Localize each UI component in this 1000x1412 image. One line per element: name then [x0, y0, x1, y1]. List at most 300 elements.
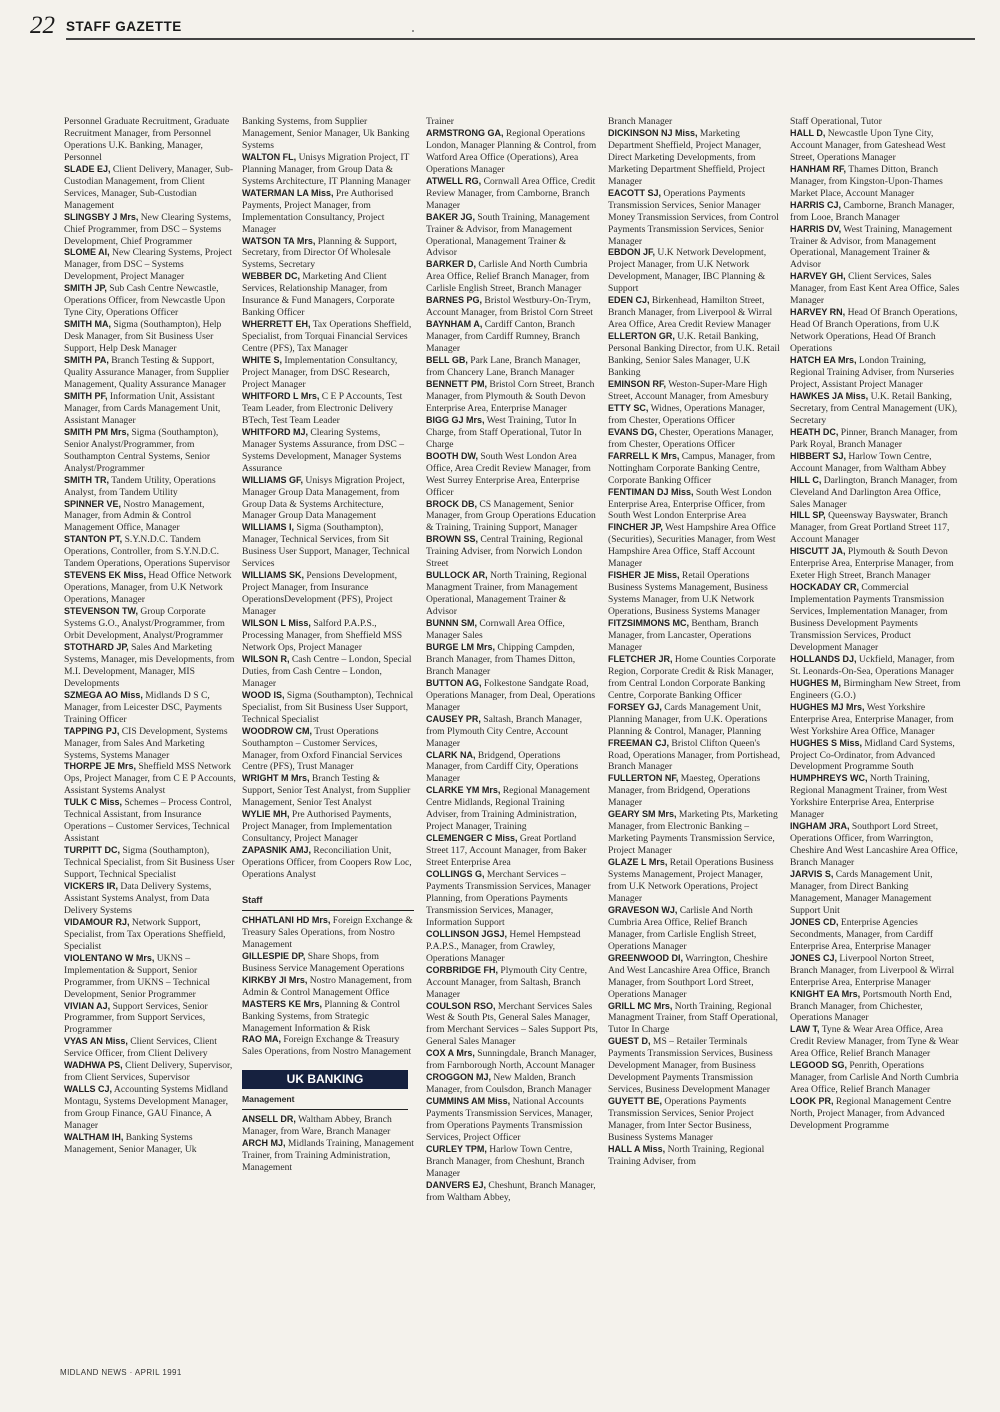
- subsection-heading-management: Management: [242, 1094, 408, 1110]
- entry-list: [242, 116, 414, 881]
- staff-entry: [426, 295, 598, 319]
- staff-entry: [64, 881, 236, 917]
- staff-details: Data Delivery Systems, Assistant Systems Analyst, from Data Delivery Systems: [64, 881, 212, 916]
- staff-entry: [64, 953, 236, 1001]
- staff-name: JONES CJ,: [790, 952, 838, 963]
- staff-details: Maesteg, Operations Manager, from Bridgend, Operations Manager: [608, 773, 761, 809]
- staff-name: BAYNHAM A,: [426, 319, 483, 330]
- staff-details: Pensions Development, Project Manager, from Insurance OperationsDevelopment (PFS), Project Manager: [242, 570, 397, 618]
- column-5: [790, 116, 962, 1346]
- staff-entry: [790, 702, 962, 738]
- staff-details: Nostro Management, from Admin & Control Management Office: [242, 974, 412, 998]
- entry-list: [242, 1114, 414, 1174]
- staff-entry: [426, 116, 598, 128]
- staff-entry: [64, 475, 236, 499]
- staff-entry: [64, 1036, 236, 1060]
- staff-details: Sigma (Southampton), Senior Analyst/Programmer, from Southampton Central Systems, Senior Analyst/Programmer: [64, 426, 219, 474]
- staff-details: Banking Systems Management, Senior Manager, Uk: [64, 1132, 197, 1155]
- staff-details: Regional Operations London, Manager Planning & Control, from Watford Area Office (Operations), Area Operations Manager: [426, 127, 597, 175]
- staff-details: Midlands D S C, Manager, from Leicester DSC, Payments Training Officer: [64, 689, 222, 725]
- staff-entry: [426, 965, 598, 1001]
- staff-entry: [608, 522, 780, 570]
- staff-entry: [242, 522, 414, 570]
- staff-details: U.K. Retail Banking, Secretary, from Central Management (UK), Secretary: [790, 390, 958, 426]
- staff-details: West Hampshire Area Office (Securities), Securities Manager, from West Hampshire Area Office, Staff Account Manager: [608, 522, 776, 570]
- staff-name: SMITH JP,: [64, 283, 107, 294]
- staff-name: HARRIS CJ,: [790, 199, 842, 210]
- staff-name: SLINGSBY J Mrs,: [64, 211, 139, 222]
- staff-details: Unisys Migration Project, IT Planning Manager, from Group Data & Systems Architecture, IT Planning Manager: [242, 151, 411, 187]
- staff-entry: [64, 534, 236, 570]
- staff-name: JONES CD,: [790, 916, 839, 927]
- staff-entry: [608, 1036, 780, 1096]
- staff-entry: [608, 331, 780, 379]
- staff-name: THORPE JE Mrs,: [64, 761, 137, 772]
- staff-name: HOLLANDS DJ,: [790, 653, 857, 664]
- staff-name: HANHAM RF,: [790, 163, 846, 174]
- staff-details: S.Y.N.D.C. Tandem Operations, Controller, from S.Y.N.D.C. Tandem Operations, Operations Supervisor: [64, 534, 231, 570]
- staff-entry: [64, 761, 236, 797]
- staff-name: COX A Mrs,: [426, 1048, 475, 1059]
- staff-details: Queensway Bayswater, Branch Manager, from Great Portland Street 117, Account Manager: [790, 510, 950, 546]
- staff-details: Plymouth & South Devon Enterprise Area, Enterprise Manager, from Exeter High Street, Branch Manager: [790, 546, 954, 582]
- staff-details: Bristol Clifton Queen's Road, Operations Manager, from Portishead, Branch Manager: [608, 737, 780, 773]
- staff-details: Planning & Support, Secretary, from Director Of Wholesale Systems, Secretary: [242, 235, 397, 271]
- staff-name: BELL GB,: [426, 355, 468, 366]
- staff-entry: [790, 1096, 962, 1132]
- staff-name: HEATH DC,: [790, 426, 839, 437]
- column-2: [242, 116, 414, 1346]
- staff-entry: [790, 869, 962, 917]
- staff-entry: [426, 570, 598, 618]
- staff-entry: [608, 403, 780, 427]
- staff-name: WOODROW CM,: [242, 725, 312, 736]
- staff-name: EVANS DG,: [608, 426, 657, 437]
- staff-details: Darlington, Branch Manager, from Cleveland And Darlington Area Office, Sales Manager: [790, 474, 958, 510]
- staff-name: WILLIAMS I,: [242, 522, 294, 533]
- staff-details: Harlow Town Centre, Branch Manager, from Cheshunt, Branch Manager: [426, 1143, 585, 1179]
- column-1: [64, 116, 236, 1346]
- staff-details: Trainer: [426, 116, 454, 127]
- staff-name: CURLEY TPM,: [426, 1143, 487, 1154]
- staff-details: South West London Area Office, Area Credit Review Manager, from West Surrey Enterprise Area, Enterprise Officer: [426, 450, 591, 498]
- staff-details: Salford P.A.P.S., Processing Manager, from Sheffield MSS Network Ops, Project Manager: [242, 618, 403, 653]
- staff-name: GUEST D,: [608, 1036, 651, 1047]
- staff-name: HARVEY GH,: [790, 271, 846, 282]
- staff-details: Sub Cash Centre Newcastle, Operations Officer, from Newcastle Upon Tyne City, Operations Officer: [64, 283, 226, 319]
- staff-entry: [242, 391, 414, 427]
- staff-name: VIVIAN AJ,: [64, 1000, 111, 1011]
- staff-details: Planning & Control Banking Systems, from Strategic Management Information & Risk: [242, 998, 401, 1034]
- staff-details: Head Office Network Operations, Manager, from U.K Network Operations, Manager: [64, 570, 232, 606]
- staff-name: WYLIE MH,: [242, 809, 290, 820]
- staff-entry: [242, 188, 414, 236]
- staff-details: Cards Management Unit, Manager, from Direct Banking Management, Manager Management Support Unit: [790, 869, 933, 916]
- staff-entry: [608, 738, 780, 774]
- staff-entry: [64, 247, 236, 283]
- staff-entry: [64, 164, 236, 212]
- staff-details: Campus, Manager, from Nottingham Corporate Banking Centre, Corporate Banking Officer: [608, 450, 776, 486]
- staff-entry: [242, 845, 414, 881]
- staff-entry: [426, 1048, 598, 1072]
- staff-entry: [426, 678, 598, 714]
- staff-details: Sigma (Southampton), Manager, Technical Services, from Sit Business User Support, Manager, Technical Services: [242, 522, 410, 570]
- staff-entry: [242, 618, 414, 654]
- staff-details: Widnes, Operations Manager, from Chester, Operations Officer: [608, 402, 765, 426]
- staff-entry: [64, 319, 236, 355]
- staff-details: Marketing And Client Services, Relationship Manager, from Insurance & Fund Managers, Corporate Banking Officer: [242, 271, 395, 319]
- staff-details: Liverpool Norton Street, Branch Manager, from Liverpool & Wirral Enterprise Area, Enterprise Manager: [790, 952, 955, 988]
- staff-entry: [426, 355, 598, 379]
- staff-name: HILL SP,: [790, 510, 826, 521]
- staff-entry: [790, 200, 962, 224]
- staff-entry: [242, 271, 414, 319]
- staff-entry: [242, 975, 414, 999]
- staff-entry: [790, 391, 962, 427]
- staff-entry: [790, 128, 962, 164]
- staff-name: RAO MA,: [242, 1034, 281, 1045]
- staff-name: BAKER JG,: [426, 211, 476, 222]
- staff-entry: [64, 1132, 236, 1156]
- staff-name: GRILL MC Mrs,: [608, 1000, 673, 1011]
- staff-name: TURPITT DC,: [64, 845, 120, 856]
- staff-name: ARCH MJ,: [242, 1138, 286, 1149]
- staff-entry: [426, 176, 598, 212]
- staff-entry: [64, 570, 236, 606]
- staff-details: Banking Systems, from Supplier Management, Senior Manager, Uk Banking Systems: [242, 116, 410, 151]
- staff-details: Pre Authorised Payments, Project Manager, from Implementation Consultancy, Project Manager: [242, 187, 394, 235]
- staff-name: FREEMAN CJ,: [608, 737, 670, 748]
- staff-name: CLARK NA,: [426, 749, 476, 760]
- staff-name: CAUSEY PR,: [426, 713, 481, 724]
- staff-details: Implementation Consultancy, Project Manager, from DSC Research, Project Manager: [242, 355, 398, 390]
- staff-name: LEGOOD SG,: [790, 1060, 848, 1071]
- staff-details: Accounting Systems Midland Montagu, Systems Development Manager, from Group Finance, GAU Finance, A Manager: [64, 1084, 229, 1132]
- staff-name: FARRELL K Mrs,: [608, 450, 680, 461]
- staff-name: GUYETT BE,: [608, 1096, 663, 1107]
- staff-details: Operations Payments Transmission Services, Senior Project Manager, from Inter Sector Business, Business Systems Manager: [608, 1096, 754, 1144]
- staff-details: Cheshunt, Branch Manager, from Waltham Abbey,: [426, 1179, 596, 1203]
- staff-name: WOOD IS,: [242, 689, 285, 700]
- staff-details: Cardiff Canton, Branch Manager, from Cardiff Rumney, Branch Manager: [426, 319, 580, 355]
- staff-details: Merchant Services – Payments Transmission Services, Manager Planning, from Operations Payments Transmission Services, Manager, Information Support: [426, 869, 591, 928]
- staff-details: U.K Network Development, Project Manager, from U.K Network Development, Manager, IBC Planning & Support: [608, 247, 767, 295]
- column-4: [608, 116, 780, 1346]
- staff-entry: [608, 1001, 780, 1037]
- staff-details: Retail Operations Business Systems Management, Project Manager, from U.K Network Operations, Project Manager: [608, 857, 774, 904]
- staff-name: MASTERS KE Mrs,: [242, 998, 323, 1009]
- staff-name: WILSON R,: [242, 653, 290, 664]
- staff-details: UKNS – Implementation & Support, Senior Programmer, from UKNS – Technical Development, Senior Programmer: [64, 952, 211, 1000]
- staff-details: Bristol Westbury-On-Trym, Account Manager, from Bristol Corn Street: [426, 295, 593, 319]
- staff-name: CROGGON MJ,: [426, 1072, 492, 1083]
- entry-list: [242, 915, 414, 1058]
- staff-details: Carlisle And North Cumbria Area Office, Relief Branch Manager, from Carlisle English Street, Operations Manager: [608, 904, 757, 952]
- staff-name: HILL C,: [790, 474, 822, 485]
- staff-name: EBDON JF,: [608, 247, 656, 258]
- staff-entry: [608, 451, 780, 487]
- staff-details: Tyne & Wear Area Office, Area Credit Review Manager, from Tyne & Wear Area Office, Relief Branch Manager: [790, 1024, 959, 1060]
- staff-entry: [426, 1180, 598, 1204]
- staff-entry: [608, 128, 780, 188]
- staff-details: Sheffield MSS Network Ops, Project Manager, from C E P Accounts, Assistant Systems Analyst: [64, 761, 236, 797]
- staff-entry: [242, 690, 414, 726]
- staff-entry: [64, 391, 236, 427]
- staff-name: EDEN CJ,: [608, 295, 650, 306]
- staff-entry: [790, 989, 962, 1025]
- staff-entry: [242, 319, 414, 355]
- staff-name: WHITFORD MJ,: [242, 426, 308, 437]
- staff-name: FULLERTON NF,: [608, 773, 679, 784]
- staff-entry: [608, 379, 780, 403]
- staff-details: Bristol Corn Street, Branch Manager, from Plymouth & South Devon Enterprise Area, Enterprise Manager: [426, 378, 595, 414]
- staff-name: BARKER D,: [426, 259, 477, 270]
- staff-details: Staff Operational, Tutor: [790, 116, 882, 127]
- staff-details: Branch Manager: [608, 116, 673, 127]
- staff-name: VIOLENTANO W Mrs,: [64, 952, 155, 963]
- staff-name: STEVENSON TW,: [64, 606, 139, 617]
- staff-name: SZMEGA AO Miss,: [64, 689, 143, 700]
- staff-details: Great Portland Street 117, Account Manager, from Baker Street Enterprise Area: [426, 833, 587, 869]
- staff-name: WRIGHT M Mrs,: [242, 773, 310, 784]
- staff-name: LAW T,: [790, 1024, 820, 1035]
- print-mark: [412, 30, 414, 32]
- staff-details: Regional Management Centre Midlands, Regional Training Adviser, from Training Administration, Project Manager, Training: [426, 785, 590, 833]
- staff-name: GRAVESON WJ,: [608, 904, 678, 915]
- staff-entry: [426, 1072, 598, 1096]
- staff-name: BIGG GJ Mrs,: [426, 414, 485, 425]
- staff-details: Share Shops, from Business Service Management Operations: [242, 950, 405, 974]
- entry-list: [608, 116, 780, 1168]
- staff-details: Branch Testing & Support, Quality Assurance Manager, from Supplier Management, Quality Assurance Manager: [64, 355, 230, 390]
- staff-details: Branch Testing & Support, Senior Test Analyst, from Supplier Management, Senior Test Analyst: [242, 773, 411, 809]
- staff-name: BUTTON AG,: [426, 677, 482, 688]
- staff-entry: [608, 857, 780, 905]
- staff-name: SLOME AI,: [64, 247, 110, 258]
- staff-details: Uckfield, Manager, from St. Leonards-On-Sea, Operations Manager: [790, 653, 955, 677]
- staff-entry: [426, 212, 598, 260]
- staff-name: HOCKADAY CR,: [790, 582, 860, 593]
- staff-name: KNIGHT EA Mrs,: [790, 988, 861, 999]
- staff-entry: [790, 917, 962, 953]
- staff-name: DICKINSON NJ Miss,: [608, 127, 698, 138]
- staff-name: EACOTT SJ,: [608, 187, 662, 198]
- staff-name: ZAPASNIK AMJ,: [242, 845, 312, 856]
- staff-entry: [426, 929, 598, 965]
- staff-entry: [242, 355, 414, 391]
- staff-entry: [426, 1144, 598, 1180]
- staff-details: Tandem Utility, Operations Analyst, from Tandem Utility: [64, 474, 216, 498]
- staff-name: ATWELL RG,: [426, 175, 482, 186]
- staff-details: Folkestone Sandgate Road, Operations Manager, from Deal, Operations Manager: [426, 677, 596, 713]
- staff-name: JARVIS S,: [790, 869, 834, 880]
- staff-details: Pinner, Branch Manager, from Park Royal, Branch Manager: [790, 426, 958, 450]
- staff-entry: [64, 1001, 236, 1037]
- staff-entry: [64, 642, 236, 690]
- staff-entry: [608, 427, 780, 451]
- staff-entry: [426, 833, 598, 869]
- staff-details: Portsmouth North End, Branch Manager, from Chichester, Operations Manager: [790, 988, 952, 1024]
- staff-details: Retail Operations Business Systems Management, Business Systems Manager, from U.K Network Operations, Business Systems Manager: [608, 570, 768, 618]
- staff-entry: [790, 1024, 962, 1060]
- staff-details: Bridgend, Operations Manager, from Cardiff City, Operations Manager: [426, 749, 579, 785]
- staff-entry: [790, 271, 962, 307]
- staff-entry: [64, 1084, 236, 1132]
- staff-details: Head Of Branch Operations, Head Of Branch Operations, from U.K Network Operations, Head Of Branch Operations: [790, 307, 958, 355]
- staff-details: Client Services, Client Service Officer, from Client Delivery: [64, 1036, 217, 1060]
- staff-details: Birmingham New Street, from Engineers (G.O.): [790, 677, 961, 701]
- staff-details: Sales And Marketing Systems, Manager, mis Developments, from M.I. Development, Manager, MIS Developments: [64, 641, 235, 689]
- staff-details: CS Management, Senior Manager, from Group Operations Education & Training, Training Support, Manager: [426, 498, 596, 534]
- staff-name: ELLERTON GR,: [608, 331, 675, 342]
- staff-name: VICKERS IR,: [64, 881, 119, 891]
- staff-entry: [790, 773, 962, 821]
- staff-name: ANSELL DR,: [242, 1114, 296, 1125]
- staff-name: COLLINGS G,: [426, 869, 485, 880]
- staff-entry: [242, 773, 414, 809]
- staff-details: Trust Operations Southampton – Customer Services, Manager, from Oxford Financial Services Centre (PFS), Trust Manager: [242, 725, 403, 773]
- staff-name: HIBBERT SJ,: [790, 450, 847, 461]
- staff-entry: [426, 750, 598, 786]
- staff-entry: [608, 905, 780, 953]
- staff-entry: [426, 785, 598, 833]
- staff-details: Schemes – Process Control, Technical Assistant, from Insurance Operations – Customer Services, Technical Assistant: [64, 797, 232, 845]
- staff-entry: [64, 690, 236, 726]
- staff-entry: [426, 714, 598, 750]
- staff-details: Operations Payments Transmission Services, Senior Manager Money Transmission Services, from Control Payments Transmission Services, Senior Manager: [608, 187, 779, 247]
- column-3: [426, 116, 598, 1346]
- staff-entry: [64, 212, 236, 248]
- staff-details: North Training, Regional Training Adviser, from: [608, 1143, 765, 1167]
- staff-entry: [242, 809, 414, 845]
- staff-details: Pre Authorised Payments, Project Manager, from Implementation Consultancy, Project Manager: [242, 809, 392, 845]
- staff-details: Tax Operations Sheffield, Specialist, from Torquai Financial Services Centre (PFS), Tax Manager: [242, 319, 412, 355]
- staff-name: BROWN SS,: [426, 534, 479, 545]
- staff-name: SMITH PA,: [64, 355, 109, 366]
- staff-details: Sunningdale, Branch Manager, from Farnborough North, Account Manager: [426, 1048, 597, 1072]
- staff-entry: [426, 379, 598, 415]
- staff-entry: [790, 678, 962, 702]
- staff-name: SMITH PM Mrs,: [64, 426, 130, 437]
- staff-details: Marketing Department Sheffield, Project Manager, Direct Marketing Developments, from Marketing Department Sheffield, Project Manager: [608, 127, 766, 187]
- staff-details: Cornwall Area Office, Credit Review Manager, from Camborne, Branch Manager: [426, 175, 596, 211]
- staff-details: Clearing Systems, Manager Systems Assurance, from DSC – Systems Development, Manager Systems Assurance: [242, 426, 405, 474]
- staff-name: GILLESPIE DP,: [242, 950, 306, 961]
- staff-entry: [242, 1138, 414, 1174]
- staff-details: Penrith, Operations Manager, from Carlisle And North Cumbria Area Office, Relief Branch Manager: [790, 1060, 959, 1096]
- staff-details: Midland Card Systems, Project Co-Ordinator, from Advanced Development Programme South: [790, 737, 955, 773]
- staff-entry: [790, 821, 962, 869]
- staff-entry: [426, 534, 598, 570]
- staff-entry: [608, 654, 780, 702]
- staff-name: WHERRETT EH,: [242, 319, 311, 330]
- staff-entry: [64, 355, 236, 391]
- staff-details: Midlands Training, Management Trainer, from Training Administration, Management: [242, 1138, 414, 1174]
- staff-details: West Yorkshire Enterprise Area, Enterprise Manager, from West Yorkshire Area Office, Manager: [790, 701, 954, 737]
- staff-entry: [608, 570, 780, 618]
- staff-details: Bentham, Branch Manager, from Lancaster, Operations Manager: [608, 618, 759, 653]
- staff-entry: [790, 164, 962, 200]
- section-heading-staff: Staff: [242, 895, 414, 911]
- staff-details: Personnel Graduate Recruitment, Graduate Recruitment Manager, from Personnel Operations U.K. Banking, Manager, Personnel: [64, 116, 230, 163]
- staff-entry: [790, 582, 962, 654]
- staff-entry: [790, 116, 962, 128]
- staff-entry: [608, 487, 780, 523]
- staff-entry: [608, 116, 780, 128]
- staff-entry: [426, 415, 598, 451]
- staff-entry: [426, 642, 598, 678]
- staff-name: COLLINSON JGSJ,: [426, 928, 508, 939]
- staff-details: North Training, Regional Managment Trainer, from Staff Operational, Tutor In Charge: [608, 1000, 778, 1036]
- staff-details: Newcastle Upon Tyne City, Account Manager, from Gateshead West Street, Operations Manager: [790, 127, 946, 163]
- staff-name: FORSEY GJ,: [608, 701, 662, 712]
- staff-entry: [608, 247, 780, 295]
- staff-name: HATCH EA Mrs,: [790, 355, 857, 366]
- entry-list: [64, 116, 236, 1156]
- staff-name: FLETCHER JR,: [608, 653, 673, 664]
- staff-entry: [64, 499, 236, 535]
- staff-details: Chester, Operations Manager, from Chester, Operations Officer: [608, 426, 774, 450]
- staff-name: WILLIAMS GF,: [242, 474, 303, 485]
- staff-details: Cards Management Unit, Planning Manager, from U.K. Operations Planning & Control, Manager, Planning: [608, 701, 768, 737]
- staff-name: CLARKE YM Mrs,: [426, 785, 501, 796]
- staff-details: Chipping Campden, Branch Manager, from Thames Ditton, Branch Manager: [426, 641, 576, 677]
- staff-entry: [64, 726, 236, 762]
- staff-name: HALL D,: [790, 127, 826, 138]
- staff-details: Central Training, Regional Training Adviser, from Norwich London Street: [426, 534, 584, 570]
- staff-name: WALLS CJ,: [64, 1084, 113, 1095]
- staff-name: GEARY SM Mrs,: [608, 809, 677, 820]
- staff-entry: [426, 259, 598, 295]
- staff-name: WALTHAM IH,: [64, 1132, 124, 1143]
- staff-name: HISCUTT JA,: [790, 546, 846, 557]
- staff-details: Information Unit, Assistant Manager, from Cards Management Unit, Assistant Manager: [64, 390, 221, 426]
- staff-name: ARMSTRONG GA,: [426, 127, 504, 138]
- staff-name: BULLOCK AR,: [426, 570, 488, 581]
- staff-details: Client Delivery, Manager, Sub-Custodian Management, from Client Services, Manager, Sub-Custodian Management: [64, 163, 234, 211]
- staff-name: COULSON RSO,: [426, 1000, 496, 1011]
- staff-entry: [790, 427, 962, 451]
- staff-details: Park Lane, Branch Manager, from Chancery Lane, Branch Manager: [426, 355, 581, 379]
- page-header: [30, 14, 975, 40]
- staff-entry: [242, 152, 414, 188]
- staff-details: West Training, Tutor In Charge, from Staff Operational, Tutor In Charge: [426, 414, 582, 450]
- staff-entry: [64, 797, 236, 845]
- staff-entry: [242, 999, 414, 1035]
- staff-name: WADHWA PS,: [64, 1060, 123, 1071]
- staff-name: GLAZE L Mrs,: [608, 857, 668, 868]
- staff-details: C E P Accounts, Test Team Leader, from Electronic Delivery BTech, Test Team Leader: [242, 390, 403, 426]
- staff-name: LOOK PR,: [790, 1096, 834, 1107]
- staff-name: BENNETT PM,: [426, 378, 488, 389]
- staff-entry: [790, 355, 962, 391]
- staff-details: Client Services, Sales Manager, from East Kent Area Office, Sales Manager: [790, 271, 960, 307]
- staff-name: BARNES PG,: [426, 295, 483, 306]
- staff-entry: [608, 188, 780, 248]
- staff-details: Carlisle And North Cumbria Area Office, Relief Branch Manager, from Carlisle English Street, Branch Manager: [426, 259, 590, 295]
- staff-name: HALL A Miss,: [608, 1143, 666, 1154]
- staff-name: WATERMAN LA Miss,: [242, 187, 334, 198]
- staff-details: Marketing Pts, Marketing Manager, from Electronic Banking – Marketing Payments Transmission Service, Project Manager: [608, 809, 778, 857]
- staff-entry: [242, 475, 414, 523]
- entry-list: [790, 116, 962, 1132]
- staff-details: New Malden, Branch Manager, from Coulsdon, Branch Manager: [426, 1072, 592, 1096]
- staff-details: Network Support, Specialist, from Tax Operations Sheffield, Specialist: [64, 916, 226, 952]
- staff-entry: [790, 451, 962, 475]
- staff-details: Enterprise Agencies Secondments, Manager, from Cardiff Enterprise Area, Enterprise Manager: [790, 916, 934, 952]
- staff-details: Sigma (Southampton), Technical Specialist, from Sit Business User Support, Technical Specialist: [64, 845, 235, 881]
- staff-name: HUGHES M,: [790, 677, 842, 688]
